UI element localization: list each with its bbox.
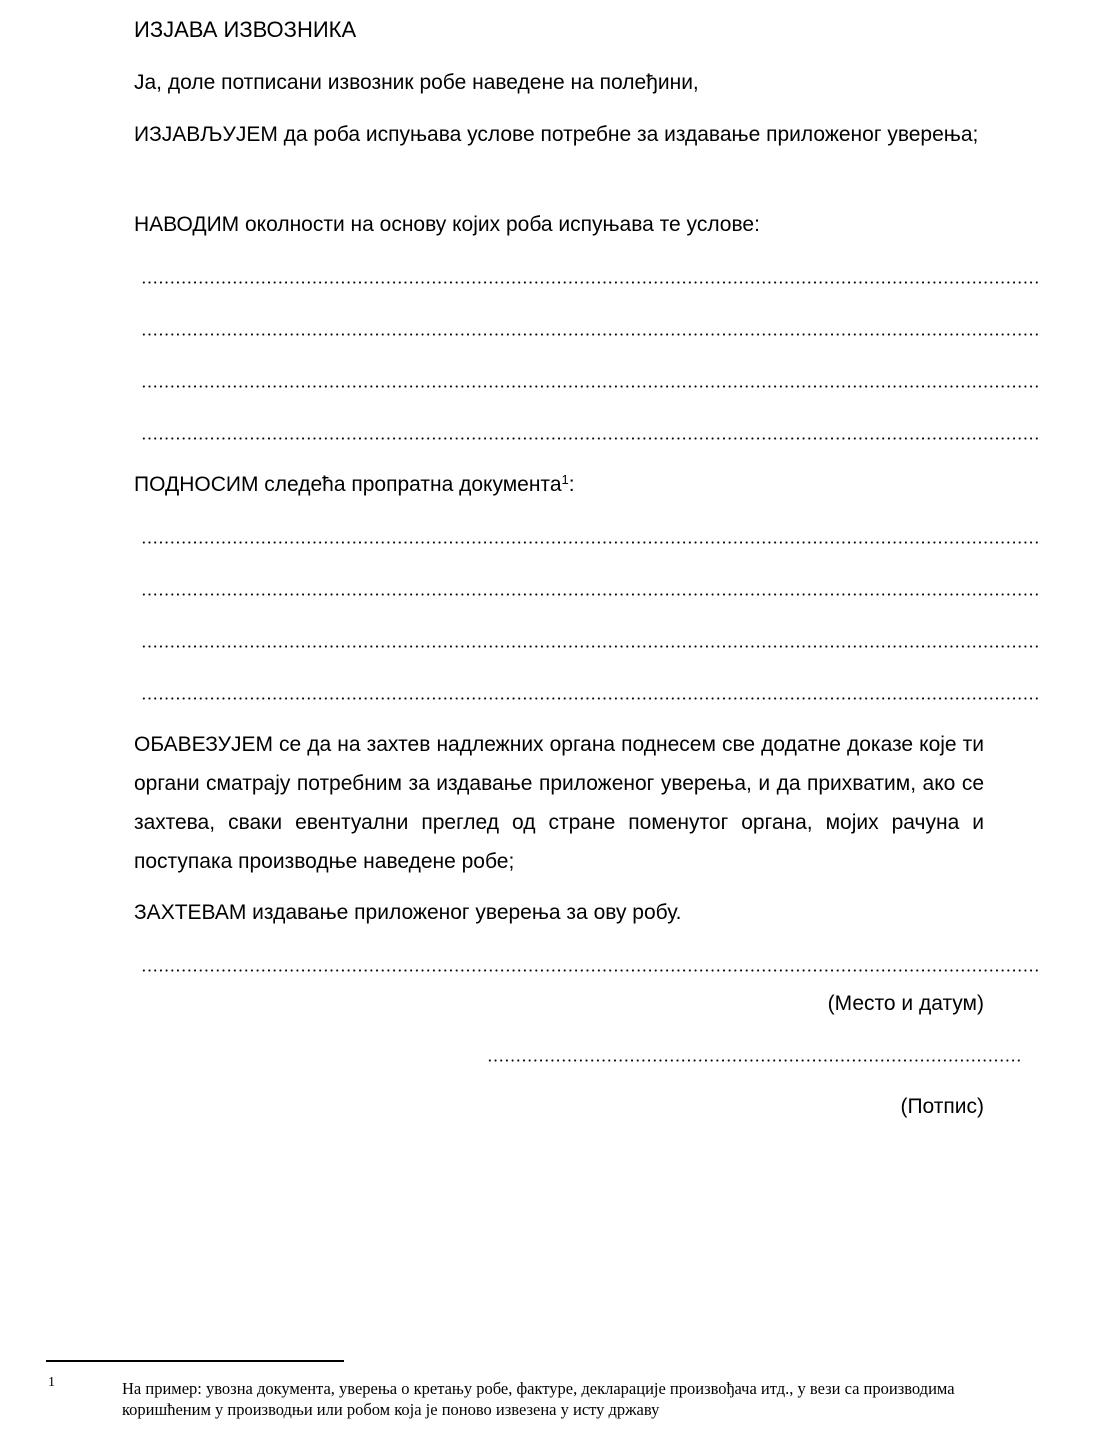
circumstances-label: НАВОДИМ околности на основу којих роба испуњава те услове:	[134, 213, 760, 236]
circumstances-field-line-3[interactable]	[141, 385, 1038, 388]
place-date-caption: (Место и датум)	[827, 992, 984, 1015]
intro-paragraph: Ја, доле потписани извозник робе наведене на полеђини,	[134, 71, 699, 94]
footnote-number: 1	[48, 1375, 55, 1390]
circumstances-field-line-2[interactable]	[141, 333, 1038, 336]
circumstances-field-line-1[interactable]	[141, 281, 1038, 284]
request-paragraph: ЗАХТЕВАМ издавање приложеног уверења за ову робу.	[134, 901, 682, 924]
documents-label	[134, 473, 575, 497]
commitment-paragraph: ОБАВЕЗУЈЕМ се да на захтев надлежних органа поднесем све додатне доказе које ти органи сматрају потребним за издавање приложеног уверења, и да прихватим, ако се захтева, сваки евентуални преглед од стране поменутог органа, мојих рачуна и поступака производње наведене робе;	[134, 733, 984, 873]
document-title: ИЗЈАВА ИЗВОЗНИКА	[134, 17, 357, 42]
documents-field-line-3[interactable]	[141, 645, 1038, 648]
footnote-reference: 1	[561, 472, 569, 487]
documents-label-suffix: :	[568, 473, 575, 496]
signature-caption: (Потпис)	[900, 1095, 984, 1118]
footnote-text: На пример: увозна документа, уверења о кретању робе, фактуре, декларације произвођача итд., у вези са производима коришћеним у производњи или робом која је поново извезена у исту државу	[122, 1379, 955, 1419]
documents-field-line-1[interactable]	[141, 541, 1038, 544]
declare-paragraph: ИЗЈАВЉУЈЕМ да роба испуњава услове потребне за издавање приложеног уверења;	[134, 123, 979, 146]
documents-label-text: ПОДНОСИМ следећа пропратна документа	[134, 473, 562, 496]
circumstances-field-line-4[interactable]	[141, 437, 1038, 440]
footnote-separator	[46, 1360, 344, 1362]
documents-field-line-2[interactable]	[141, 593, 1038, 596]
signature-field-line[interactable]	[487, 1059, 1020, 1062]
place-date-field-line[interactable]	[141, 969, 1038, 972]
documents-field-line-4[interactable]	[141, 697, 1038, 700]
